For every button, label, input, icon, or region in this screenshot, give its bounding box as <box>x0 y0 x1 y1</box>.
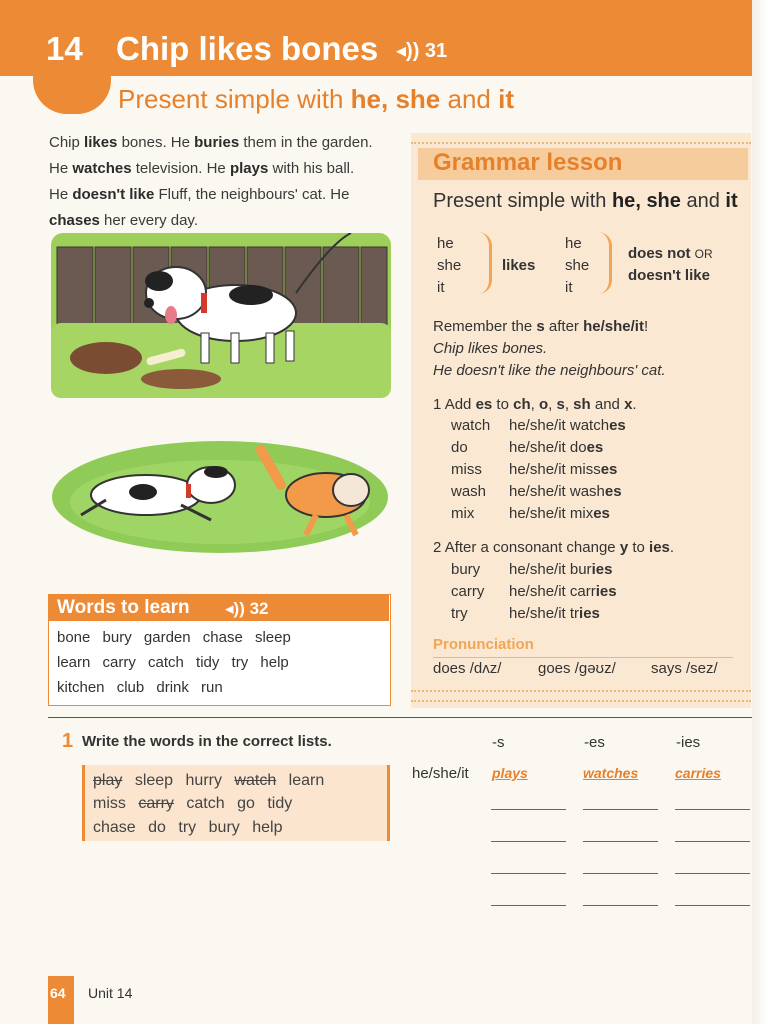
answer-blank[interactable] <box>675 905 750 906</box>
rule-2: 2 After a consonant change y to ies. <box>433 539 675 556</box>
pronoun-she: she <box>565 257 590 274</box>
answer-blank[interactable] <box>583 809 658 810</box>
rule-example-form: he/she/it misses <box>509 461 618 478</box>
rule-example-base: wash <box>451 483 487 500</box>
likes-label: likes <box>502 257 536 274</box>
words-line: bone bury garden chase sleep <box>57 629 291 646</box>
section-divider <box>48 717 753 718</box>
answer-blank[interactable] <box>491 841 566 842</box>
word-bank-word: sleep <box>134 772 174 789</box>
words-to-learn-title: Words to learn <box>57 597 190 618</box>
answer-blank[interactable] <box>675 873 750 874</box>
answer-blank[interactable] <box>583 841 658 842</box>
word-bank-word: hurry <box>185 772 222 789</box>
subtitle-prefix: Present simple with <box>118 84 344 114</box>
rule-example-form: he/she/it tries <box>509 605 600 622</box>
subtitle-it: it <box>498 84 515 114</box>
word-bank <box>82 765 390 841</box>
dog-chasing-cat-illustration <box>51 440 389 555</box>
pronoun-she: she <box>437 257 462 274</box>
rule-1: 1 Add es to ch, o, s, sh and x. <box>433 396 637 413</box>
grammar-subtitle: Present simple with he, she and it <box>433 190 738 212</box>
footer-unit-label: Unit 14 <box>88 985 133 1001</box>
example-sentence: He doesn't like the neighbours' cat. <box>433 362 666 379</box>
grammar-title: Grammar lesson <box>433 149 623 176</box>
pronunciation-item: does /dʌz/ <box>433 660 502 677</box>
word-bank-word: catch <box>186 795 225 812</box>
rule-example-base: try <box>451 605 468 622</box>
word-bank-word: chase <box>93 819 136 836</box>
remember-note: Remember the s after he/she/it! <box>433 318 649 335</box>
answer-blank[interactable] <box>675 809 750 810</box>
pronunciation-item: says /sez/ <box>651 660 718 677</box>
rule-example-base: do <box>451 439 468 456</box>
rule-example-form: he/she/it watches <box>509 417 626 434</box>
rule-example-base: bury <box>451 561 481 578</box>
pronoun-he: he <box>437 235 454 252</box>
audio-track[interactable] <box>396 38 447 63</box>
page-subtitle <box>118 84 514 115</box>
doesnt-like-label: doesn't like <box>628 267 710 284</box>
speaker-icon[interactable]: ◂)) <box>225 599 245 618</box>
word-bank-word: bury <box>208 819 240 836</box>
bracket-icon <box>598 232 612 294</box>
subtitle-she: she <box>395 84 441 114</box>
page-number: 64 <box>50 985 66 1001</box>
divider <box>411 142 751 145</box>
rule-example-form: he/she/it mixes <box>509 505 610 522</box>
words-audio-number: 32 <box>249 599 269 618</box>
example-sentence: Chip likes bones. <box>433 340 548 357</box>
word-bank-word: tidy <box>267 795 293 812</box>
word-bank-word: play <box>93 772 123 789</box>
dog-garden-illustration <box>51 233 391 398</box>
pronoun-he: he <box>565 235 582 252</box>
words-line: learn carry catch tidy try help <box>57 654 289 671</box>
unit-number: 14 <box>46 30 83 67</box>
word-bank-word: try <box>178 819 197 836</box>
word-bank-word: carry <box>138 795 174 812</box>
rule-example-base: watch <box>451 417 491 434</box>
page-title: Chip likes bones <box>116 30 379 67</box>
words-to-learn-box <box>48 594 391 706</box>
pronunciation-label: Pronunciation <box>433 636 534 653</box>
subtitle-comma: , <box>381 84 389 114</box>
rule-example-form: he/she/it carries <box>509 583 617 600</box>
word-bank-line <box>93 772 324 790</box>
rule-example-base: carry <box>451 583 485 600</box>
bracket-icon <box>478 232 492 294</box>
exercise-instruction: Write the words in the correct lists. <box>82 733 332 750</box>
divider <box>411 690 751 702</box>
rule-example-form: he/she/it washes <box>509 483 622 500</box>
divider <box>433 657 733 658</box>
page-edge <box>752 0 768 1024</box>
column-header-es: -es <box>584 734 605 751</box>
rule-example-form: he/she/it buries <box>509 561 613 578</box>
answer-blank[interactable] <box>491 905 566 906</box>
intro-text: Chip likes bones. He buries them in the garden. He watches television. He plays with his ball. He doesn't like Fluff, the neighbours' cat. He chases her every day. <box>49 134 373 229</box>
rule-example-base: miss <box>451 461 482 478</box>
example-answer: watches <box>583 765 639 781</box>
subtitle-he: he <box>350 84 381 114</box>
subtitle-and: and <box>447 84 491 114</box>
speaker-icon[interactable]: ◂)) <box>396 40 420 62</box>
word-bank-word: watch <box>234 772 277 789</box>
pronoun-it: it <box>565 279 573 296</box>
answer-blank[interactable] <box>491 809 566 810</box>
column-header-s: -s <box>492 734 505 751</box>
word-bank-word: learn <box>288 772 325 789</box>
word-bank-word: go <box>237 795 255 812</box>
pronunciation-item: goes /gəʊz/ <box>538 660 616 677</box>
words-audio-track[interactable] <box>225 599 269 619</box>
word-bank-line <box>93 819 282 837</box>
rule-example-base: mix <box>451 505 475 522</box>
word-bank-line <box>93 795 292 813</box>
words-line: kitchen club drink run <box>57 679 223 696</box>
word-bank-word: do <box>148 819 166 836</box>
answer-blank[interactable] <box>583 873 658 874</box>
rule-example-form: he/she/it does <box>509 439 604 456</box>
word-bank-word: miss <box>93 795 126 812</box>
row-label: he/she/it <box>412 765 469 782</box>
answer-blank[interactable] <box>675 841 750 842</box>
example-answer: plays <box>492 765 528 781</box>
answer-blank[interactable] <box>583 905 658 906</box>
audio-track-number: 31 <box>424 40 448 62</box>
example-answer: carries <box>675 765 721 781</box>
word-bank-word: help <box>252 819 283 836</box>
exercise-number: 1 <box>62 730 74 752</box>
column-header-ies: -ies <box>676 734 701 751</box>
does-not-label: does not OR <box>628 245 713 262</box>
answer-blank[interactable] <box>491 873 566 874</box>
pronoun-it: it <box>437 279 445 296</box>
